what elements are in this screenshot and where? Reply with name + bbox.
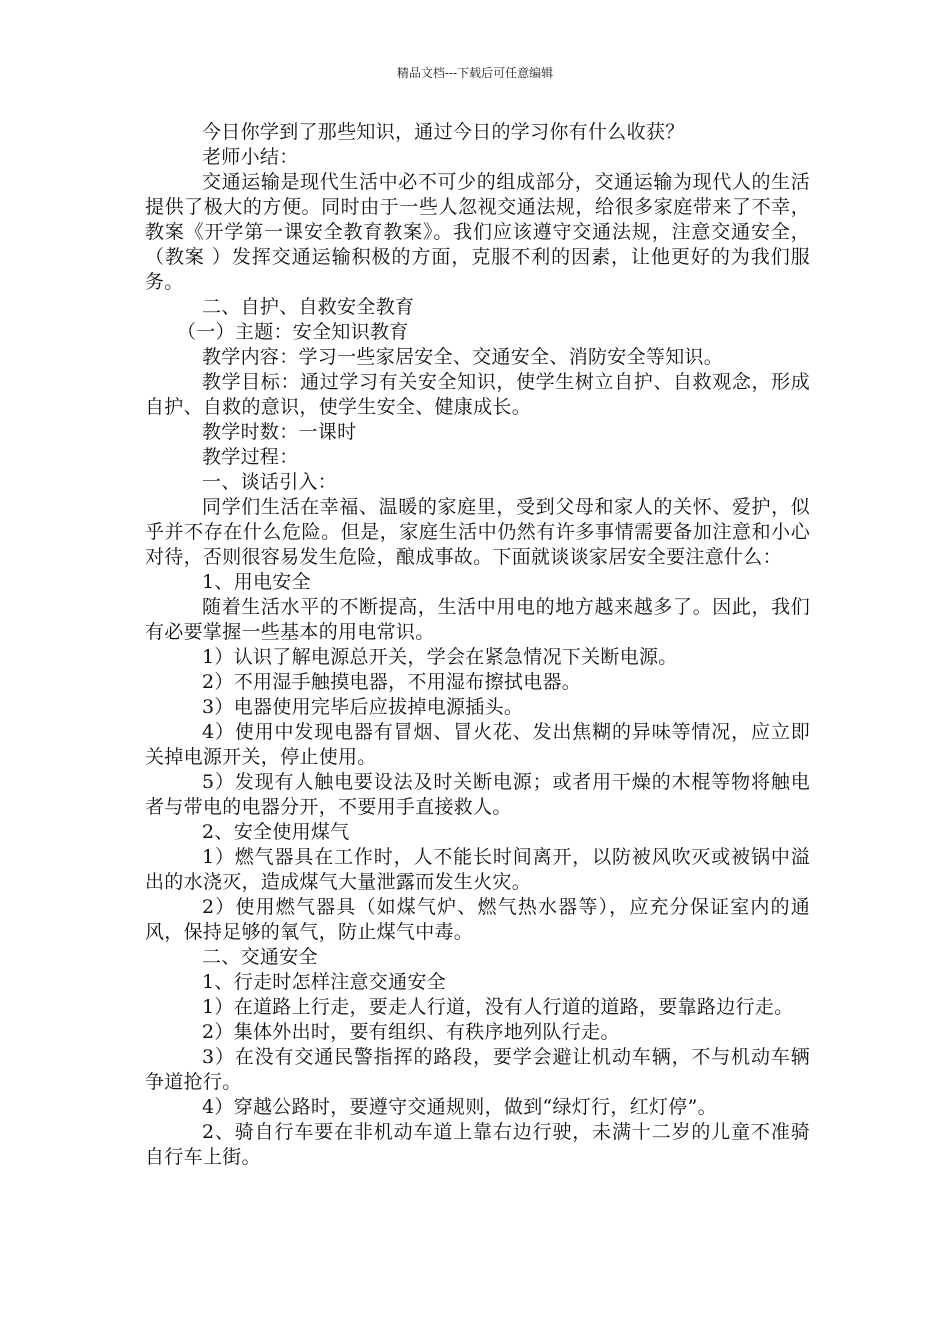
subsection-heading: 1、行走时怎样注意交通安全 xyxy=(202,971,446,993)
list-item: 3）电器使用完毕后应拔掉电源插头。 xyxy=(202,696,524,718)
subsection-heading: 2、安全使用煤气 xyxy=(202,821,350,843)
paragraph: 今日你学到了那些知识，通过今日的学习你有什么收获？ xyxy=(202,121,685,143)
paragraph: 随着生活水平的不断提高，生活中用电的地方越来越多了。因此，我们有必要掌握一些基本的用电常识。 xyxy=(145,596,810,643)
document-body xyxy=(145,120,810,1170)
paragraph: 同学们生活在幸福、温暖的家庭里，受到父母和家人的关怀、爱护，似乎并不存在什么危险。但是，家庭生活中仍然有许多事情需要备加注意和小心对待，否则很容易发生危险，酿成事故。下面就谈谈家居安全要注意什么： xyxy=(145,496,810,568)
list-item: 1）燃气器具在工作时，人不能长时间离开，以防被风吹灭或被锅中溢出的水浇灭，造成煤气大量泄露而发生火灾。 xyxy=(145,846,810,893)
paragraph: 教学时数：一课时 xyxy=(202,421,357,443)
paragraph: 教学过程： xyxy=(202,446,299,468)
list-item: 4）穿越公路时，要遵守交通规则，做到“绿灯行，红灯停”。 xyxy=(202,1096,717,1118)
list-item: 4）使用中发现电器有冒烟、冒火花、发出焦糊的异味等情况，应立即关掉电源开关，停止使用。 xyxy=(145,721,810,768)
paragraph: 教学目标：通过学习有关安全知识，使学生树立自护、自救观念，形成自护、自救的意识，使学生安全、健康成长。 xyxy=(145,371,810,418)
subsection-heading: 1、用电安全 xyxy=(202,571,311,593)
section-heading: 二、自护、自救安全教育 xyxy=(202,296,415,318)
paragraph: 老师小结： xyxy=(202,146,299,168)
subsection-heading: （一）主题：安全知识教育 xyxy=(177,321,409,343)
paragraph: 2、骑自行车要在非机动车道上靠右边行驶，未满十二岁的儿童不准骑自行车上街。 xyxy=(145,1121,810,1168)
list-item: 5）发现有人触电要设法及时关断电源；或者用干燥的木棍等物将触电者与带电的电器分开，不要用手直接救人。 xyxy=(145,771,810,818)
paragraph: 教学内容：学习一些家居安全、交通安全、消防安全等知识。 xyxy=(202,346,724,368)
section-heading: 一、谈话引入： xyxy=(202,471,338,493)
list-item: 2）使用燃气器具（如煤气炉、燃气热水器等），应充分保证室内的通风，保持足够的氧气，防止煤气中毒。 xyxy=(145,896,810,943)
list-item: 1）在道路上行走，要走人行道，没有人行道的道路，要靠路边行走。 xyxy=(202,996,794,1018)
page-header: 精品文档---下载后可任意编辑 xyxy=(396,66,554,80)
list-item: 2）不用湿手触摸电器，不用湿布擦拭电器。 xyxy=(202,671,582,693)
list-item: 2）集体外出时，要有组织、有秩序地列队行走。 xyxy=(202,1021,620,1043)
paragraph: 交通运输是现代生活中必不可少的组成部分，交通运输为现代人的生活提供了极大的方便。同时由于一些人忽视交通法规，给很多家庭带来了不幸，教案《开学第一课安全教育教案》。我们应该遵守交通法规，注意交通安全，（教案 ）发挥交通运输积极的方面，克服不利的因素，让他更好的为我们服务。 xyxy=(145,171,810,293)
list-item: 1）认识了解电源总开关，学会在紧急情况下关断电源。 xyxy=(202,646,678,668)
section-heading: 二、交通安全 xyxy=(202,946,318,968)
list-item: 3）在没有交通民警指挥的路段，要学会避让机动车辆，不与机动车辆争道抢行。 xyxy=(145,1046,810,1093)
